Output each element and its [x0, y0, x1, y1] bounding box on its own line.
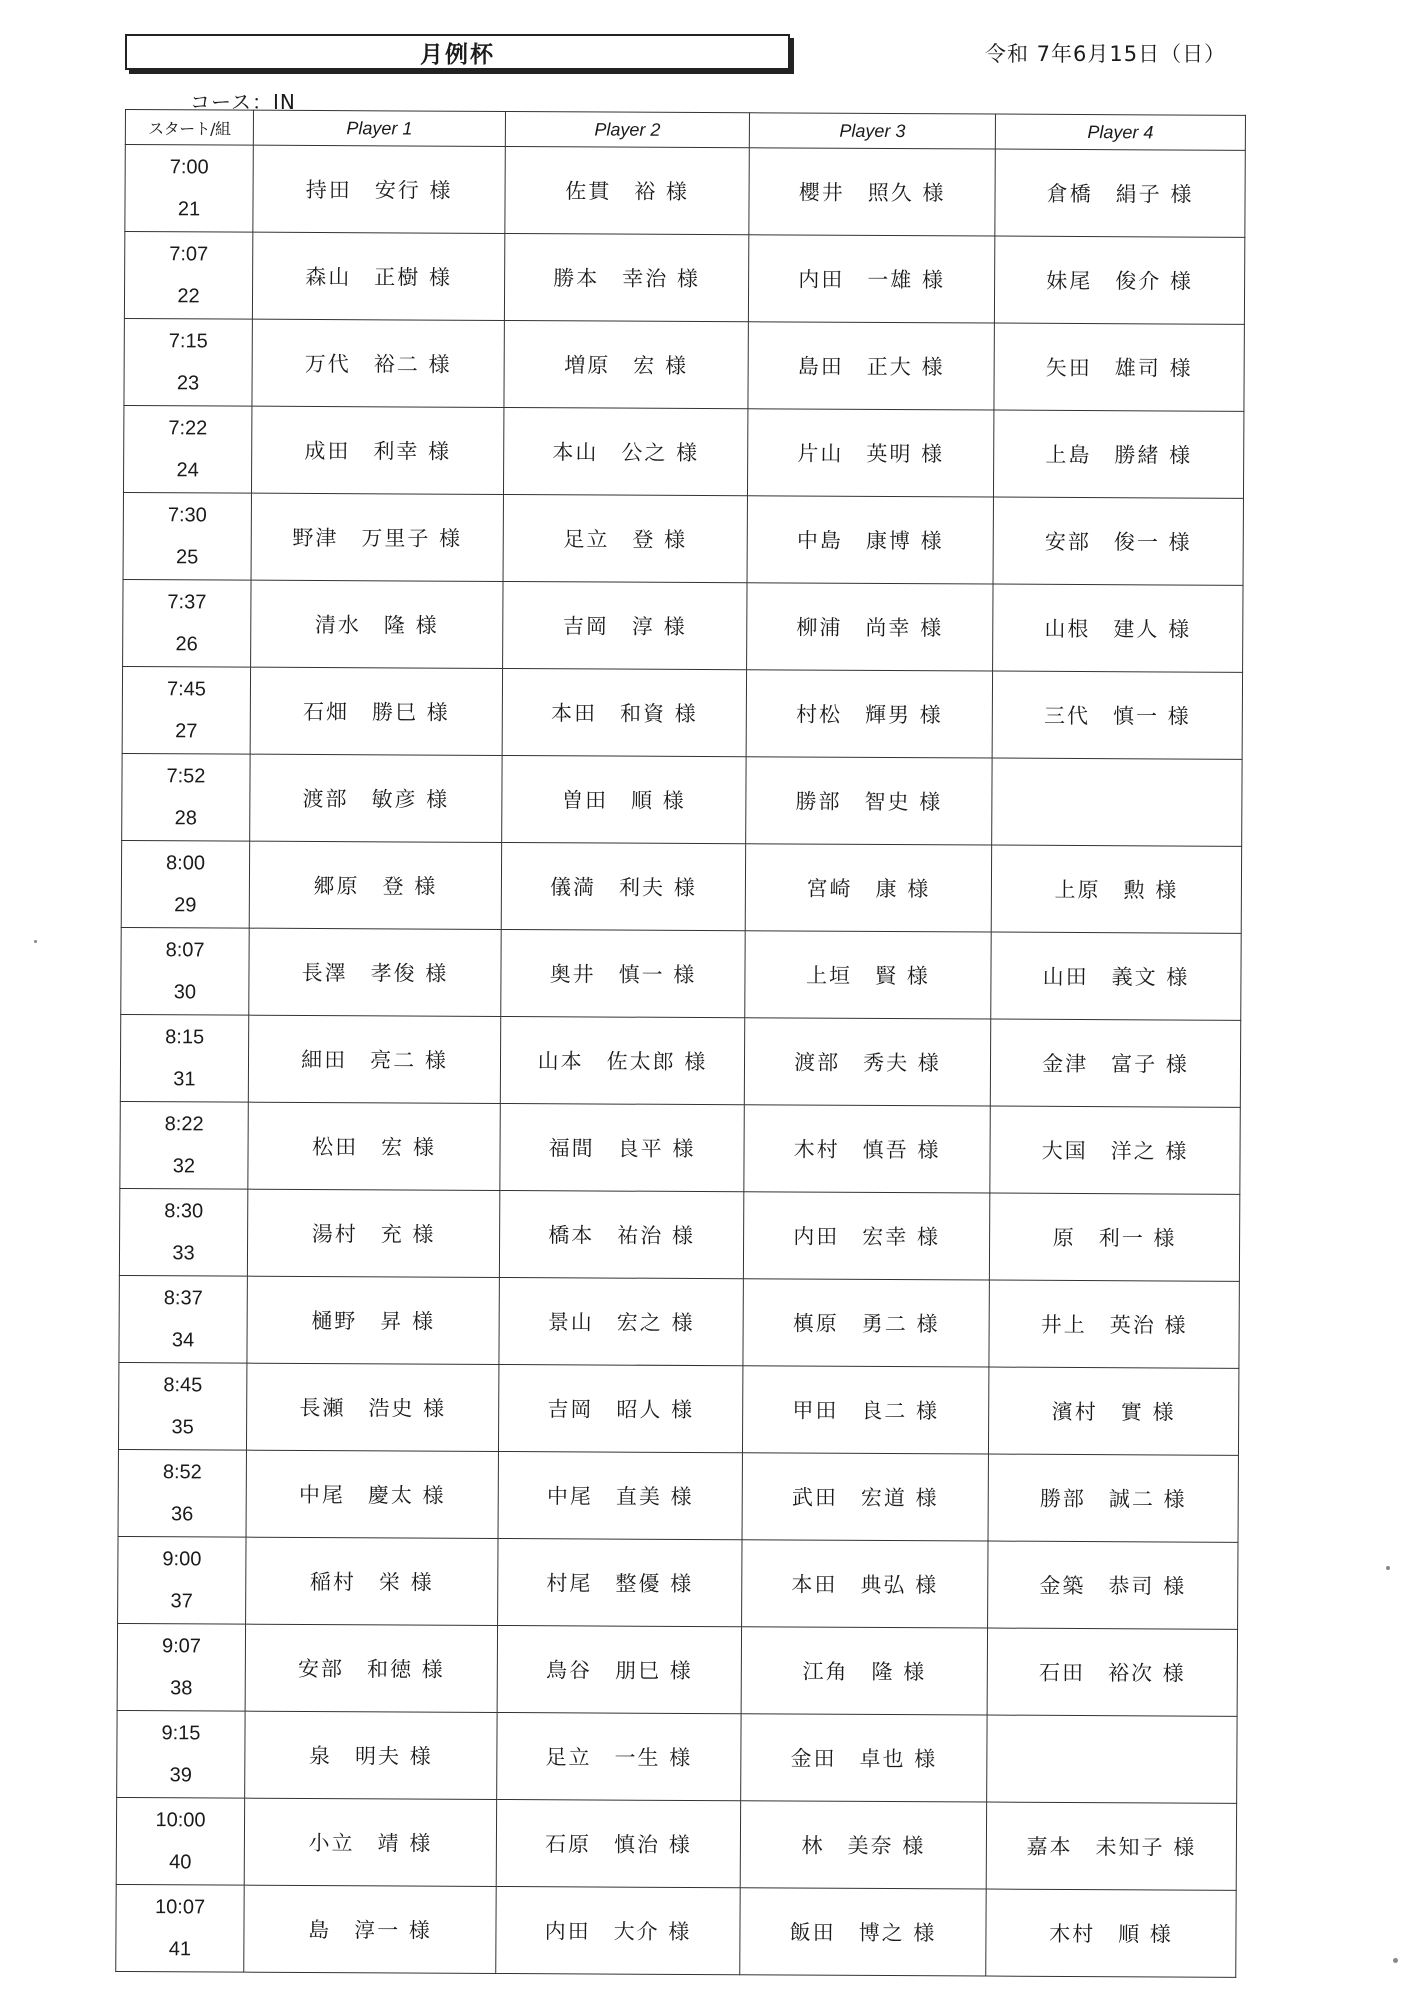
player-2-name: 本山 公之 様: [503, 407, 747, 495]
group-number: 24: [176, 459, 199, 482]
table-row: [120, 1014, 1240, 1107]
player-2-name: 儀満 利夫 様: [501, 842, 745, 930]
player-1-name: 長瀬 浩史 様: [246, 1363, 498, 1451]
player-1-name: 松田 宏 様: [248, 1102, 500, 1190]
start-time: 8:45: [163, 1374, 203, 1397]
table-row: [123, 492, 1243, 585]
player-3-name: 槙原 勇二 様: [743, 1279, 989, 1367]
start-cell: [123, 405, 251, 493]
player-2-name: 鳥谷 朋巳 様: [497, 1625, 741, 1713]
player-3-name: 内田 宏幸 様: [743, 1192, 989, 1280]
player-3-name: 本田 典弘 様: [742, 1540, 988, 1628]
table-row: [118, 1449, 1238, 1542]
table-row: [122, 666, 1242, 759]
start-cell: [121, 840, 249, 928]
player-2-name: 福間 良平 様: [500, 1103, 744, 1191]
header-player-4: Player 4: [995, 114, 1245, 150]
player-2-name: 本田 和資 様: [502, 668, 746, 756]
player-2-name: 中尾 直美 様: [498, 1451, 742, 1539]
table-row: [124, 318, 1244, 411]
player-1-name: 中尾 慶太 様: [246, 1450, 498, 1538]
table-row: [123, 405, 1243, 498]
start-cell: [118, 1362, 246, 1450]
player-3-name: 渡部 秀夫 様: [744, 1018, 990, 1106]
player-3-name: 勝部 智史 様: [746, 757, 992, 845]
player-3-name: 林 美奈 様: [740, 1801, 986, 1889]
start-time: 7:07: [169, 243, 209, 266]
group-number: 25: [175, 546, 199, 569]
player-3-name: 江角 隆 様: [741, 1627, 987, 1715]
player-3-name: 甲田 良二 様: [742, 1366, 988, 1454]
player-1-name: 樋野 昇 様: [247, 1276, 499, 1364]
player-4-name: 原 利一 様: [989, 1193, 1239, 1281]
player-4-name: 金築 恭司 様: [988, 1541, 1238, 1629]
table-row: [121, 840, 1241, 933]
start-cell: [120, 1014, 248, 1102]
start-cell: [124, 318, 252, 406]
player-4-name: 矢田 雄司 様: [994, 323, 1244, 411]
start-time: 8:30: [164, 1200, 204, 1223]
event-date: 令和 7年6月15日（日）: [985, 42, 1227, 66]
player-4-name: 勝部 誠二 様: [988, 1454, 1238, 1542]
start-cell: [124, 232, 252, 320]
group-number: 23: [176, 372, 200, 395]
player-1-name: 野津 万里子 様: [251, 493, 503, 581]
player-2-name: 村尾 整優 様: [498, 1538, 742, 1626]
player-4-name: 山根 建人 様: [993, 584, 1243, 672]
player-1-name: 安部 和徳 様: [245, 1624, 497, 1712]
player-2-name: 曽田 順 様: [502, 755, 746, 843]
player-3-name: 飯田 博之 様: [740, 1888, 986, 1976]
start-time: 7:15: [168, 330, 208, 353]
player-2-name: 足立 登 様: [503, 494, 747, 582]
start-time: 7:00: [169, 156, 209, 179]
start-cell: [121, 927, 249, 1015]
player-2-name: 勝本 幸治 様: [504, 233, 748, 321]
player-3-name: 柳浦 尚幸 様: [747, 583, 993, 671]
group-number: 22: [177, 285, 200, 308]
player-3-name: 村松 輝男 様: [746, 670, 992, 758]
group-number: 31: [173, 1068, 196, 1091]
group-number: 35: [171, 1416, 194, 1439]
course-label: コース：IN: [190, 90, 296, 114]
start-time: 7:22: [168, 417, 208, 440]
player-1-name: 万代 裕二 様: [252, 319, 504, 407]
start-time: 7:30: [167, 504, 207, 527]
start-time: 10:00: [155, 1809, 206, 1832]
table-row: [117, 1623, 1237, 1716]
start-cell: [116, 1797, 244, 1885]
group-number: 40: [169, 1851, 192, 1874]
tee-time-sheet: [115, 109, 1245, 1967]
group-number: 41: [168, 1938, 192, 1961]
header-start-group: スタート/組: [125, 110, 253, 146]
player-2-name: 石原 慎治 様: [496, 1799, 740, 1887]
scan-speck: [1386, 1566, 1390, 1570]
player-4-name: 妹尾 俊介 様: [994, 236, 1244, 324]
table-row: [118, 1536, 1238, 1629]
player-4-name: 金津 富子 様: [990, 1019, 1240, 1107]
player-2-name: 吉岡 昭人 様: [498, 1364, 742, 1452]
start-time: 9:00: [162, 1548, 202, 1571]
start-cell: [117, 1623, 245, 1711]
group-number: 34: [171, 1329, 195, 1352]
player-1-name: 小立 靖 様: [244, 1798, 496, 1886]
table-header-row: [125, 110, 1245, 151]
player-2-name: 橋本 祐治 様: [499, 1190, 743, 1278]
start-cell: [120, 1101, 248, 1189]
start-time: 8:00: [166, 852, 206, 875]
player-3-name: 櫻井 照久 様: [749, 148, 995, 236]
player-4-name: [987, 1715, 1237, 1803]
table-row: [120, 1101, 1240, 1194]
group-number: 28: [174, 807, 197, 830]
scan-speck: [1393, 1958, 1398, 1963]
header-player-2: Player 2: [505, 111, 749, 147]
player-1-name: 島 淳一 様: [244, 1885, 496, 1973]
start-cell: [119, 1275, 247, 1363]
start-time: 8:22: [164, 1113, 204, 1136]
start-time: 7:45: [166, 678, 206, 701]
player-2-name: 増原 宏 様: [504, 320, 748, 408]
start-cell: [123, 579, 251, 667]
player-2-name: 佐貫 裕 様: [505, 146, 749, 234]
player-2-name: 吉岡 淳 様: [503, 581, 747, 669]
start-time: 7:52: [166, 765, 206, 788]
player-2-name: 山本 佐太郎 様: [500, 1016, 744, 1104]
table-row: [123, 579, 1243, 672]
start-cell: [118, 1449, 246, 1537]
player-4-name: 山田 義文 様: [991, 932, 1241, 1020]
player-2-name: 景山 宏之 様: [499, 1277, 743, 1365]
table-row: [124, 232, 1244, 325]
table-row: [116, 1797, 1236, 1890]
player-3-name: 金田 卓也 様: [741, 1714, 987, 1802]
player-4-name: 石田 裕次 様: [987, 1628, 1237, 1716]
start-time: 8:52: [162, 1461, 202, 1484]
player-1-name: 成田 利幸 様: [251, 406, 503, 494]
player-1-name: 清水 隆 様: [251, 580, 503, 668]
group-number: 38: [170, 1677, 193, 1700]
tee-time-table: [115, 109, 1246, 1978]
group-number: 21: [177, 198, 201, 221]
player-2-name: 内田 大介 様: [496, 1886, 740, 1974]
group-number: 32: [172, 1155, 196, 1178]
player-1-name: 森山 正樹 様: [252, 232, 504, 320]
player-4-name: 上島 勝緒 様: [993, 410, 1243, 498]
start-time: 8:15: [165, 1026, 205, 1049]
player-3-name: 島田 正大 様: [748, 322, 994, 410]
player-3-name: 宮崎 康 様: [745, 844, 991, 932]
header-player-1: Player 1: [253, 110, 505, 146]
page-title: 月例杯: [125, 34, 790, 70]
player-1-name: 稲村 栄 様: [246, 1537, 498, 1625]
group-number: 30: [173, 981, 197, 1004]
player-4-name: 嘉本 未知子 様: [986, 1802, 1236, 1890]
start-time: 9:15: [161, 1722, 201, 1745]
group-number: 37: [170, 1590, 193, 1613]
player-4-name: 上原 勲 様: [991, 845, 1241, 933]
start-time: 9:07: [161, 1635, 201, 1658]
player-4-name: 三代 慎一 様: [992, 671, 1242, 759]
table-row: [121, 927, 1241, 1020]
player-1-name: 長澤 孝俊 様: [249, 928, 501, 1016]
start-time: 8:37: [163, 1287, 203, 1310]
player-1-name: 泉 明夫 様: [245, 1711, 497, 1799]
player-4-name: [992, 758, 1242, 846]
player-4-name: 井上 英治 様: [989, 1280, 1239, 1368]
start-cell: [125, 145, 253, 233]
player-4-name: 大国 洋之 様: [990, 1106, 1240, 1194]
header-player-3: Player 3: [749, 113, 995, 149]
table-row: [122, 753, 1242, 846]
player-4-name: 木村 順 様: [986, 1889, 1236, 1977]
start-cell: [119, 1188, 247, 1276]
player-1-name: 渡部 敏彦 様: [250, 754, 502, 842]
table-row: [117, 1710, 1237, 1803]
player-3-name: 上垣 賢 様: [745, 931, 991, 1019]
start-time: 10:07: [154, 1896, 206, 1919]
scan-speck: [34, 940, 37, 943]
start-cell: [123, 492, 251, 580]
start-cell: [116, 1884, 244, 1972]
start-time: 7:37: [167, 591, 207, 614]
player-4-name: 安部 俊一 様: [993, 497, 1243, 585]
player-4-name: 倉橋 絹子 様: [995, 149, 1245, 237]
start-cell: [122, 666, 250, 754]
player-1-name: 湯村 充 様: [247, 1189, 499, 1277]
player-2-name: 奥井 慎一 様: [501, 929, 745, 1017]
start-cell: [118, 1536, 246, 1624]
start-cell: [117, 1710, 245, 1798]
player-2-name: 足立 一生 様: [497, 1712, 741, 1800]
player-4-name: 濱村 實 様: [988, 1367, 1238, 1455]
group-number: 26: [175, 633, 198, 656]
table-row: [119, 1188, 1239, 1281]
table-row: [119, 1275, 1239, 1368]
table-row: [116, 1884, 1236, 1977]
player-1-name: 細田 亮二 様: [248, 1015, 500, 1103]
group-number: 39: [169, 1764, 192, 1787]
group-number: 29: [174, 894, 197, 917]
group-number: 36: [170, 1503, 194, 1526]
player-3-name: 片山 英明 様: [747, 409, 993, 497]
player-3-name: 木村 慎吾 様: [744, 1105, 990, 1193]
start-time: 8:07: [165, 939, 205, 962]
start-cell: [122, 753, 250, 841]
player-3-name: 武田 宏道 様: [742, 1453, 988, 1541]
player-1-name: 持田 安行 様: [253, 145, 505, 233]
table-row: [125, 145, 1245, 238]
player-3-name: 内田 一雄 様: [748, 235, 994, 323]
table-body: [116, 145, 1246, 1978]
player-1-name: 郷原 登 様: [249, 841, 501, 929]
player-3-name: 中島 康博 様: [747, 496, 993, 584]
group-number: 27: [175, 720, 198, 743]
player-1-name: 石畑 勝巳 様: [250, 667, 502, 755]
table-row: [118, 1362, 1238, 1455]
group-number: 33: [172, 1242, 195, 1265]
